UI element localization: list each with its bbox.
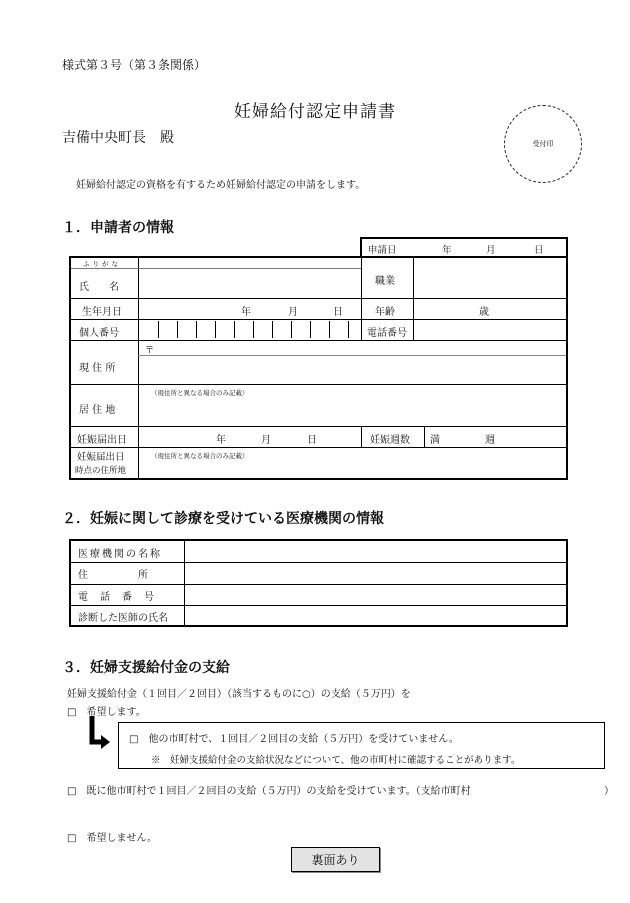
application-month-unit: 月 [486, 245, 496, 256]
weeks-prefix: 満 [430, 435, 440, 446]
preg-month-unit: 月 [261, 435, 271, 446]
application-year-unit: 年 [442, 245, 452, 256]
institution-phone-label: 電 話 番 号 [78, 592, 155, 603]
reception-stamp [504, 105, 582, 183]
form-number: 様式第３号（第３条関係） [62, 58, 207, 72]
occupation-label: 職業 [375, 276, 395, 287]
not-received-box [118, 722, 605, 769]
pregnancy-report-date-label: 妊娠届出日 [77, 435, 127, 446]
preg-day-unit: 日 [307, 435, 317, 446]
institution-name-label: 医療機関の名称 [78, 549, 162, 560]
back-side-button[interactable] [291, 847, 380, 872]
institution-address-label: 住 所 [78, 570, 148, 581]
birth-month-unit: 月 [288, 307, 298, 318]
application-date-box[interactable] [360, 237, 568, 256]
applicant-info-table [69, 256, 568, 480]
address-at-report-label-1: 妊娠届出日 [77, 452, 125, 463]
doctor-name-label: 診断した医師の氏名 [78, 613, 168, 624]
preg-year-unit: 年 [216, 435, 226, 446]
back-side-label: 裏面あり [311, 853, 360, 867]
phone-label: 電話番号 [367, 328, 407, 339]
residence-note: （現住所と異なる場合のみ記載） [151, 389, 249, 397]
name-label: 氏 名 [79, 282, 119, 293]
section3-heading: ３．妊婦支援給付金の支給 [62, 660, 230, 676]
arrow-down-right-icon [88, 716, 112, 752]
section2-heading: ２．妊娠に関して診療を受けている医療機関の情報 [62, 511, 384, 527]
option-already-received[interactable]: □ 既に他市町村で１回目／２回目の支給（５万円）の支給を受けています。（支給市町村 [67, 786, 471, 797]
section3-lead: 妊婦支援給付金（１回目／２回目）（該当するものに○）の支給（５万円）を [67, 689, 411, 700]
page-title: 妊婦給付認定申請書 [234, 102, 396, 122]
furigana-label: ふりがな [83, 260, 121, 268]
medical-institution-table [69, 539, 568, 627]
residence-label: 居 住 地 [79, 405, 116, 416]
option-already-received-close: ） [604, 786, 614, 797]
application-date-label: 申請日 [368, 245, 397, 256]
personal-number-label: 個人番号 [79, 328, 119, 339]
age-unit: 歳 [479, 307, 489, 318]
option-decline[interactable]: □ 希望しません。 [67, 833, 158, 844]
age-label: 年齢 [375, 307, 395, 318]
intro-text: 妊婦給付認定の資格を有するため妊婦給付認定の申請をします。 [76, 180, 366, 191]
pregnancy-weeks-label: 妊娠週数 [370, 435, 410, 446]
current-address-label: 現 住 所 [79, 363, 116, 374]
addressee: 吉備中央町長 殿 [62, 130, 174, 146]
address-at-report-note: （現住所と異なる場合のみ記載） [151, 452, 249, 460]
option-hope[interactable]: □ 希望します。 [67, 707, 146, 718]
option-not-received[interactable]: □ 他の市町村で、１回目／２回目の支給（５万円）を受けていません。 [129, 734, 459, 745]
birth-year-unit: 年 [241, 307, 251, 318]
weeks-unit: 週 [485, 435, 495, 446]
birthdate-label: 生年月日 [82, 307, 122, 318]
confirmation-note: ※ 妊婦支援給付金の支給状況などについて、他の市町村に確認することがあります。 [151, 755, 521, 766]
birth-day-unit: 日 [333, 307, 343, 318]
address-at-report-label-2: 時点の住所地 [75, 466, 127, 476]
application-day-unit: 日 [534, 245, 544, 256]
stamp-label: 受付印 [532, 140, 554, 148]
postal-mark: 〒 [145, 346, 155, 356]
section1-heading: １．申請者の情報 [62, 220, 174, 236]
